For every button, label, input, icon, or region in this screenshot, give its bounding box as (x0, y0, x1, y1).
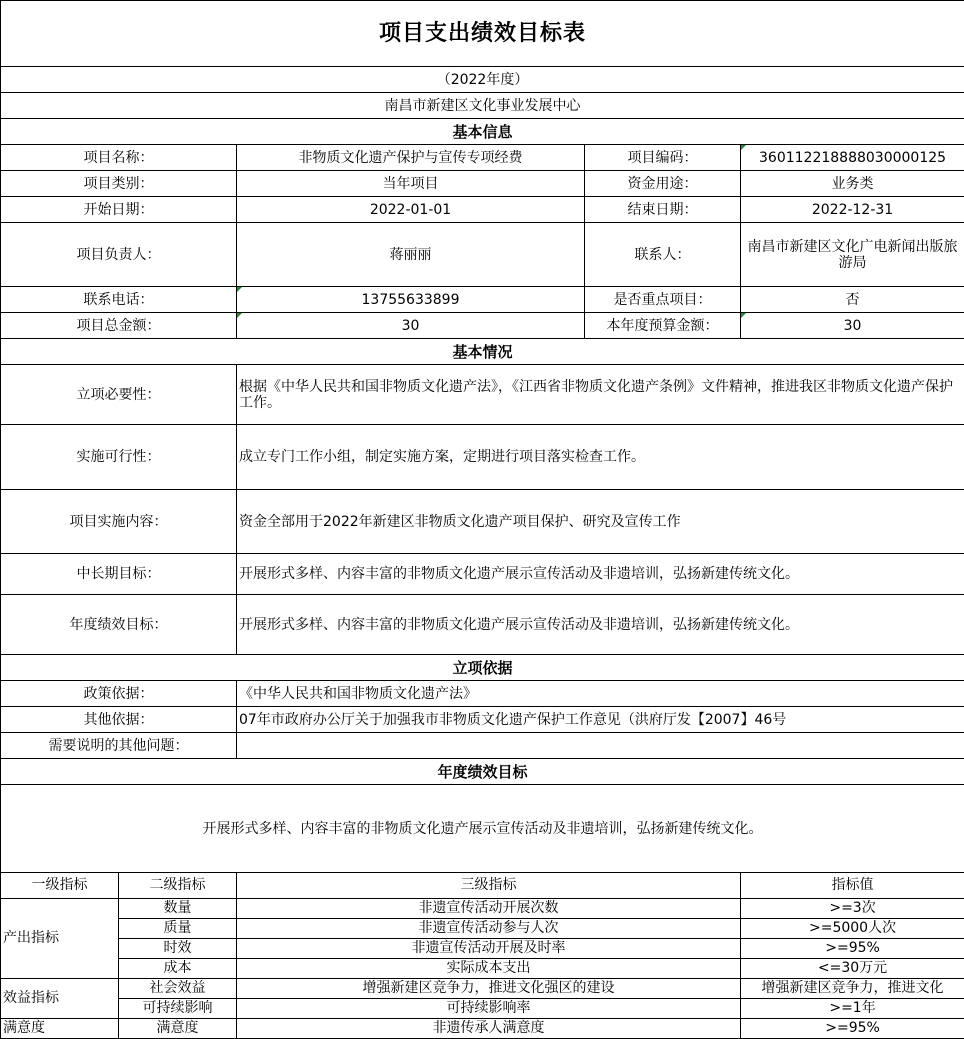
indicator-level3: 可持续影响率 (237, 999, 741, 1019)
indicator-value: >=1年 (741, 999, 964, 1019)
indicator-level2: 成本 (119, 959, 237, 979)
page-title: 项目支出绩效目标表 (1, 1, 964, 67)
policy-basis-value: 《中华人民共和国非物质文化遗产法》 (237, 681, 964, 707)
project-name-value: 非物质文化遗产保护与宣传专项经费 (237, 145, 585, 171)
project-name-label: 项目名称： (1, 145, 237, 171)
section-basic-info: 基本信息 (1, 119, 964, 145)
header-value: 指标值 (741, 873, 964, 899)
indicator-level3: 非遗传承人满意度 (237, 1019, 741, 1039)
annual-goal-label: 年度绩效目标： (1, 595, 237, 655)
indicator-level3: 非遗宣传活动参与人次 (237, 919, 741, 939)
indicator-level2: 可持续影响 (119, 999, 237, 1019)
policy-basis-label: 政策依据： (1, 681, 237, 707)
indicator-value: <=30万元 (741, 959, 964, 979)
other-basis-value: 07年市政府办公厅关于加强我市非物质文化遗产保护工作意见（洪府厅发【2007】46号 (237, 707, 964, 733)
necessity-value: 根据《中华人民共和国非物质文化遗产法》，《江西省非物质文化遗产条例》文件精神，推进我区非物质文化遗产保护工作。 (237, 365, 964, 425)
indicator-level2: 社会效益 (119, 979, 237, 999)
feasibility-value: 成立专门工作小组，制定实施方案，定期进行项目落实检查工作。 (237, 425, 964, 490)
indicator-level2: 质量 (119, 919, 237, 939)
notes-value (237, 733, 964, 759)
content-label: 项目实施内容： (1, 490, 237, 554)
header-level2: 二级指标 (119, 873, 237, 899)
indicator-level2: 满意度 (119, 1019, 237, 1039)
project-type-value: 当年项目 (237, 171, 585, 197)
satisfaction-indicator: 满意度 (1, 1019, 119, 1039)
contact-value: 南昌市新建区文化广电新闻出版旅游局 (741, 223, 964, 287)
indicator-level3: 实际成本支出 (237, 959, 741, 979)
phone-label: 联系电话： (1, 287, 237, 313)
total-amount-value: 30 (237, 313, 585, 339)
indicator-level3: 非遗宣传活动开展次数 (237, 899, 741, 919)
indicator-value: >=95% (741, 1019, 964, 1039)
header-level1: 一级指标 (1, 873, 119, 899)
header-level3: 三级指标 (237, 873, 741, 899)
longterm-goal-value: 开展形式多样、内容丰富的非物质文化遗产展示宣传活动及非遗培训，弘扬新建传统文化。 (237, 554, 964, 595)
indicator-level3: 增强新建区竞争力，推进文化强区的建设 (237, 979, 741, 999)
benefit-indicator: 效益指标 (1, 979, 119, 1019)
annual-budget-label: 本年度预算金额： (585, 313, 741, 339)
end-date-label: 结束日期： (585, 197, 741, 223)
leader-label: 项目负责人： (1, 223, 237, 287)
start-date-value: 2022-01-01 (237, 197, 585, 223)
year-label: （2022年度） (1, 67, 964, 93)
project-code-label: 项目编码： (585, 145, 741, 171)
output-indicator: 产出指标 (1, 899, 119, 979)
key-project-value: 否 (741, 287, 964, 313)
section-annual-goal: 年度绩效目标 (1, 759, 964, 785)
indicator-level3: 非遗宣传活动开展及时率 (237, 939, 741, 959)
section-basic-situation: 基本情况 (1, 339, 964, 365)
indicator-value: >=5000人次 (741, 919, 964, 939)
annual-goal-value: 开展形式多样、内容丰富的非物质文化遗产展示宣传活动及非遗培训，弘扬新建传统文化。 (237, 595, 964, 655)
indicator-level2: 数量 (119, 899, 237, 919)
total-amount-label: 项目总金额： (1, 313, 237, 339)
fund-use-label: 资金用途： (585, 171, 741, 197)
phone-value: 13755633899 (237, 287, 585, 313)
content-value: 资金全部用于2022年新建区非物质文化遗产项目保护、研究及宣传工作 (237, 490, 964, 554)
feasibility-label: 实施可行性： (1, 425, 237, 490)
annual-goal-text: 开展形式多样、内容丰富的非物质文化遗产展示宣传活动及非遗培训，弘扬新建传统文化。 (1, 785, 964, 873)
key-project-label: 是否重点项目： (585, 287, 741, 313)
fund-use-value: 业务类 (741, 171, 964, 197)
indicator-value: >=3次 (741, 899, 964, 919)
notes-label: 需要说明的其他问题： (1, 733, 237, 759)
other-basis-label: 其他依据： (1, 707, 237, 733)
indicator-value: >=95% (741, 939, 964, 959)
indicator-level2: 时效 (119, 939, 237, 959)
contact-label: 联系人： (585, 223, 741, 287)
section-basis: 立项依据 (1, 655, 964, 681)
leader-value: 蒋丽丽 (237, 223, 585, 287)
necessity-label: 立项必要性： (1, 365, 237, 425)
project-type-label: 项目类别： (1, 171, 237, 197)
longterm-goal-label: 中长期目标： (1, 554, 237, 595)
start-date-label: 开始日期： (1, 197, 237, 223)
end-date-value: 2022-12-31 (741, 197, 964, 223)
indicator-value: 增强新建区竞争力，推进文化 (741, 979, 964, 999)
organization-name: 南昌市新建区文化事业发展中心 (1, 93, 964, 119)
project-code-value: 360112218888030000125 (741, 145, 964, 171)
annual-budget-value: 30 (741, 313, 964, 339)
